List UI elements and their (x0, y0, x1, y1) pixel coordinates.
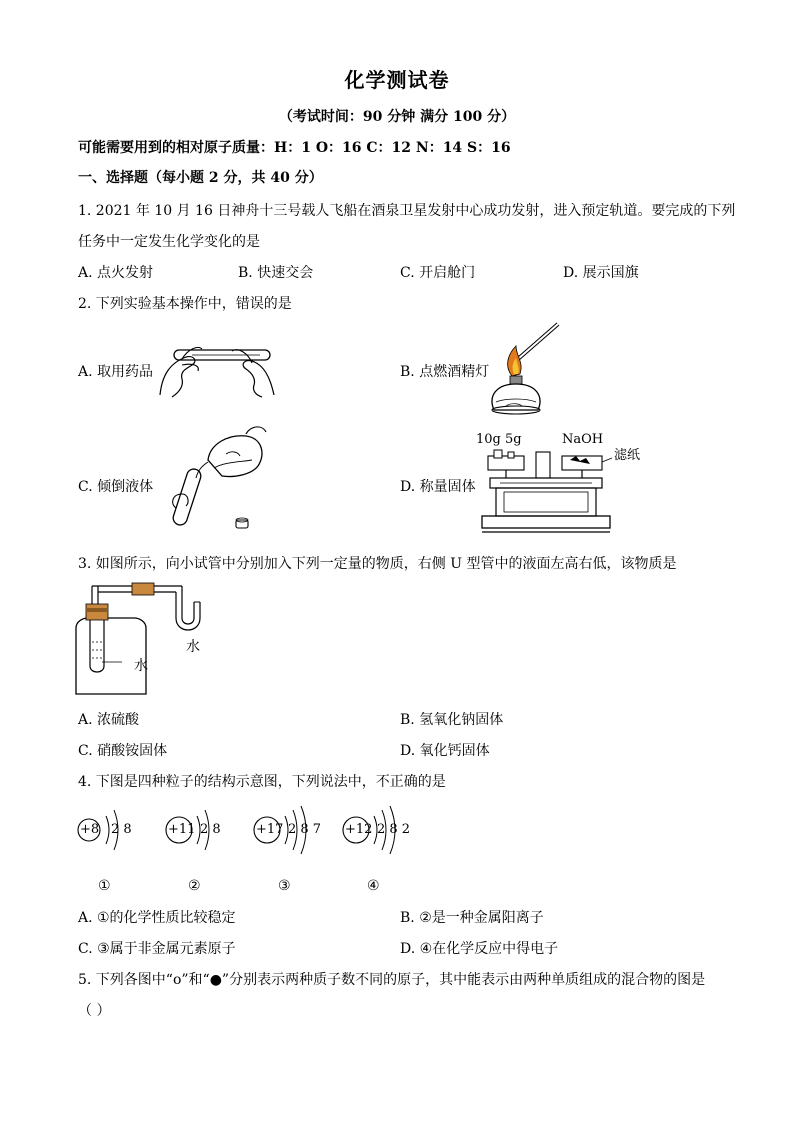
hands-test-tube-illustration (152, 335, 282, 397)
balance-illustration (480, 448, 620, 536)
q2-option-a[interactable]: A. 取用药品 (78, 364, 154, 380)
particle-2-shells: 2 8 (200, 822, 221, 837)
q2-option-c[interactable]: C. 倾倒液体 (78, 479, 154, 495)
q3-water-label-u-tube: 水 (186, 639, 200, 655)
particle-1-shells: 2 8 (111, 822, 132, 837)
q3-option-b[interactable]: B. 氢氧化钠固体 (400, 712, 504, 728)
section1-heading: 一、选择题（每小题 2 分，共 40 分） (78, 170, 323, 186)
balance-naoh-label: NaOH (562, 432, 604, 447)
particle-4-label: ④ (367, 878, 380, 894)
particle-4-nucleus: +12 (345, 822, 373, 837)
q3-option-c[interactable]: C. 硝酸铵固体 (78, 743, 168, 759)
q2-option-b[interactable]: B. 点燃酒精灯 (400, 364, 490, 380)
q4-stem: 4. 下图是四种粒子的结构示意图，下列说法中，不正确的是 (78, 774, 446, 790)
balance-weights-label: 10g 5g (476, 432, 522, 447)
q4-option-d[interactable]: D. ④在化学反应中得电子 (400, 941, 559, 957)
q2-stem: 2. 下列实验基本操作中，错误的是 (78, 296, 292, 312)
particle-1-nucleus: +8 (80, 822, 100, 837)
pouring-liquid-illustration (166, 424, 272, 536)
alcohol-lamp-illustration (482, 318, 572, 418)
particle-3-label: ③ (278, 878, 291, 894)
particle-3-nucleus: +17 (256, 822, 284, 837)
q3-option-a[interactable]: A. 浓硫酸 (78, 712, 140, 728)
balance-filter-paper-label: 滤纸 (614, 448, 641, 463)
q3-option-d[interactable]: D. 氧化钙固体 (400, 743, 490, 759)
particle-3-shells: 2 8 7 (288, 822, 322, 837)
q1-option-d[interactable]: D. 展示国旗 (563, 265, 639, 281)
q4-option-a[interactable]: A. ①的化学性质比较稳定 (78, 910, 236, 926)
q1-stem-line2: 任务中一定发生化学变化的是 (78, 234, 260, 250)
u-tube-apparatus-illustration (74, 578, 230, 700)
q1-option-a[interactable]: A. 点火发射 (78, 265, 154, 281)
exam-subtitle: （考试时间：90 分钟 满分 100 分） (278, 109, 516, 125)
particle-2-nucleus: +11 (168, 822, 196, 837)
particle-4-shells: 2 8 2 (377, 822, 411, 837)
q3-stem: 3. 如图所示，向小试管中分别加入下列一定量的物质，右侧 U 型管中的液面左高右低，该物质是 (78, 556, 677, 572)
page-title: 化学测试卷 (344, 68, 450, 92)
q5-stem-line1: 5. 下列各图中“o”和“●”分别表示两种质子数不同的原子，其中能表示由两种单质组成的混合物的图是 (78, 972, 706, 988)
q4-option-b[interactable]: B. ②是一种金属阳离子 (400, 910, 544, 926)
q4-option-c[interactable]: C. ③属于非金属元素原子 (78, 941, 236, 957)
particle-1-label: ① (98, 878, 111, 894)
q5-answer-blank[interactable]: （ ） (78, 1003, 111, 1019)
q1-option-b[interactable]: B. 快速交会 (238, 265, 314, 281)
q1-option-c[interactable]: C. 开启舱门 (400, 265, 476, 281)
atomic-mass-line: 可能需要用到的相对原子质量：H：1 O：16 C：12 N：14 S：16 (78, 140, 511, 156)
q3-water-label-tube: 水 (134, 658, 148, 674)
q1-stem-line1: 1. 2021 年 10 月 16 日神舟十三号载人飞船在酒泉卫星发射中心成功发射，进入预定轨道。要完成的下列 (78, 203, 736, 219)
q2-option-d[interactable]: D. 称量固体 (400, 479, 476, 495)
particle-2-label: ② (188, 878, 201, 894)
